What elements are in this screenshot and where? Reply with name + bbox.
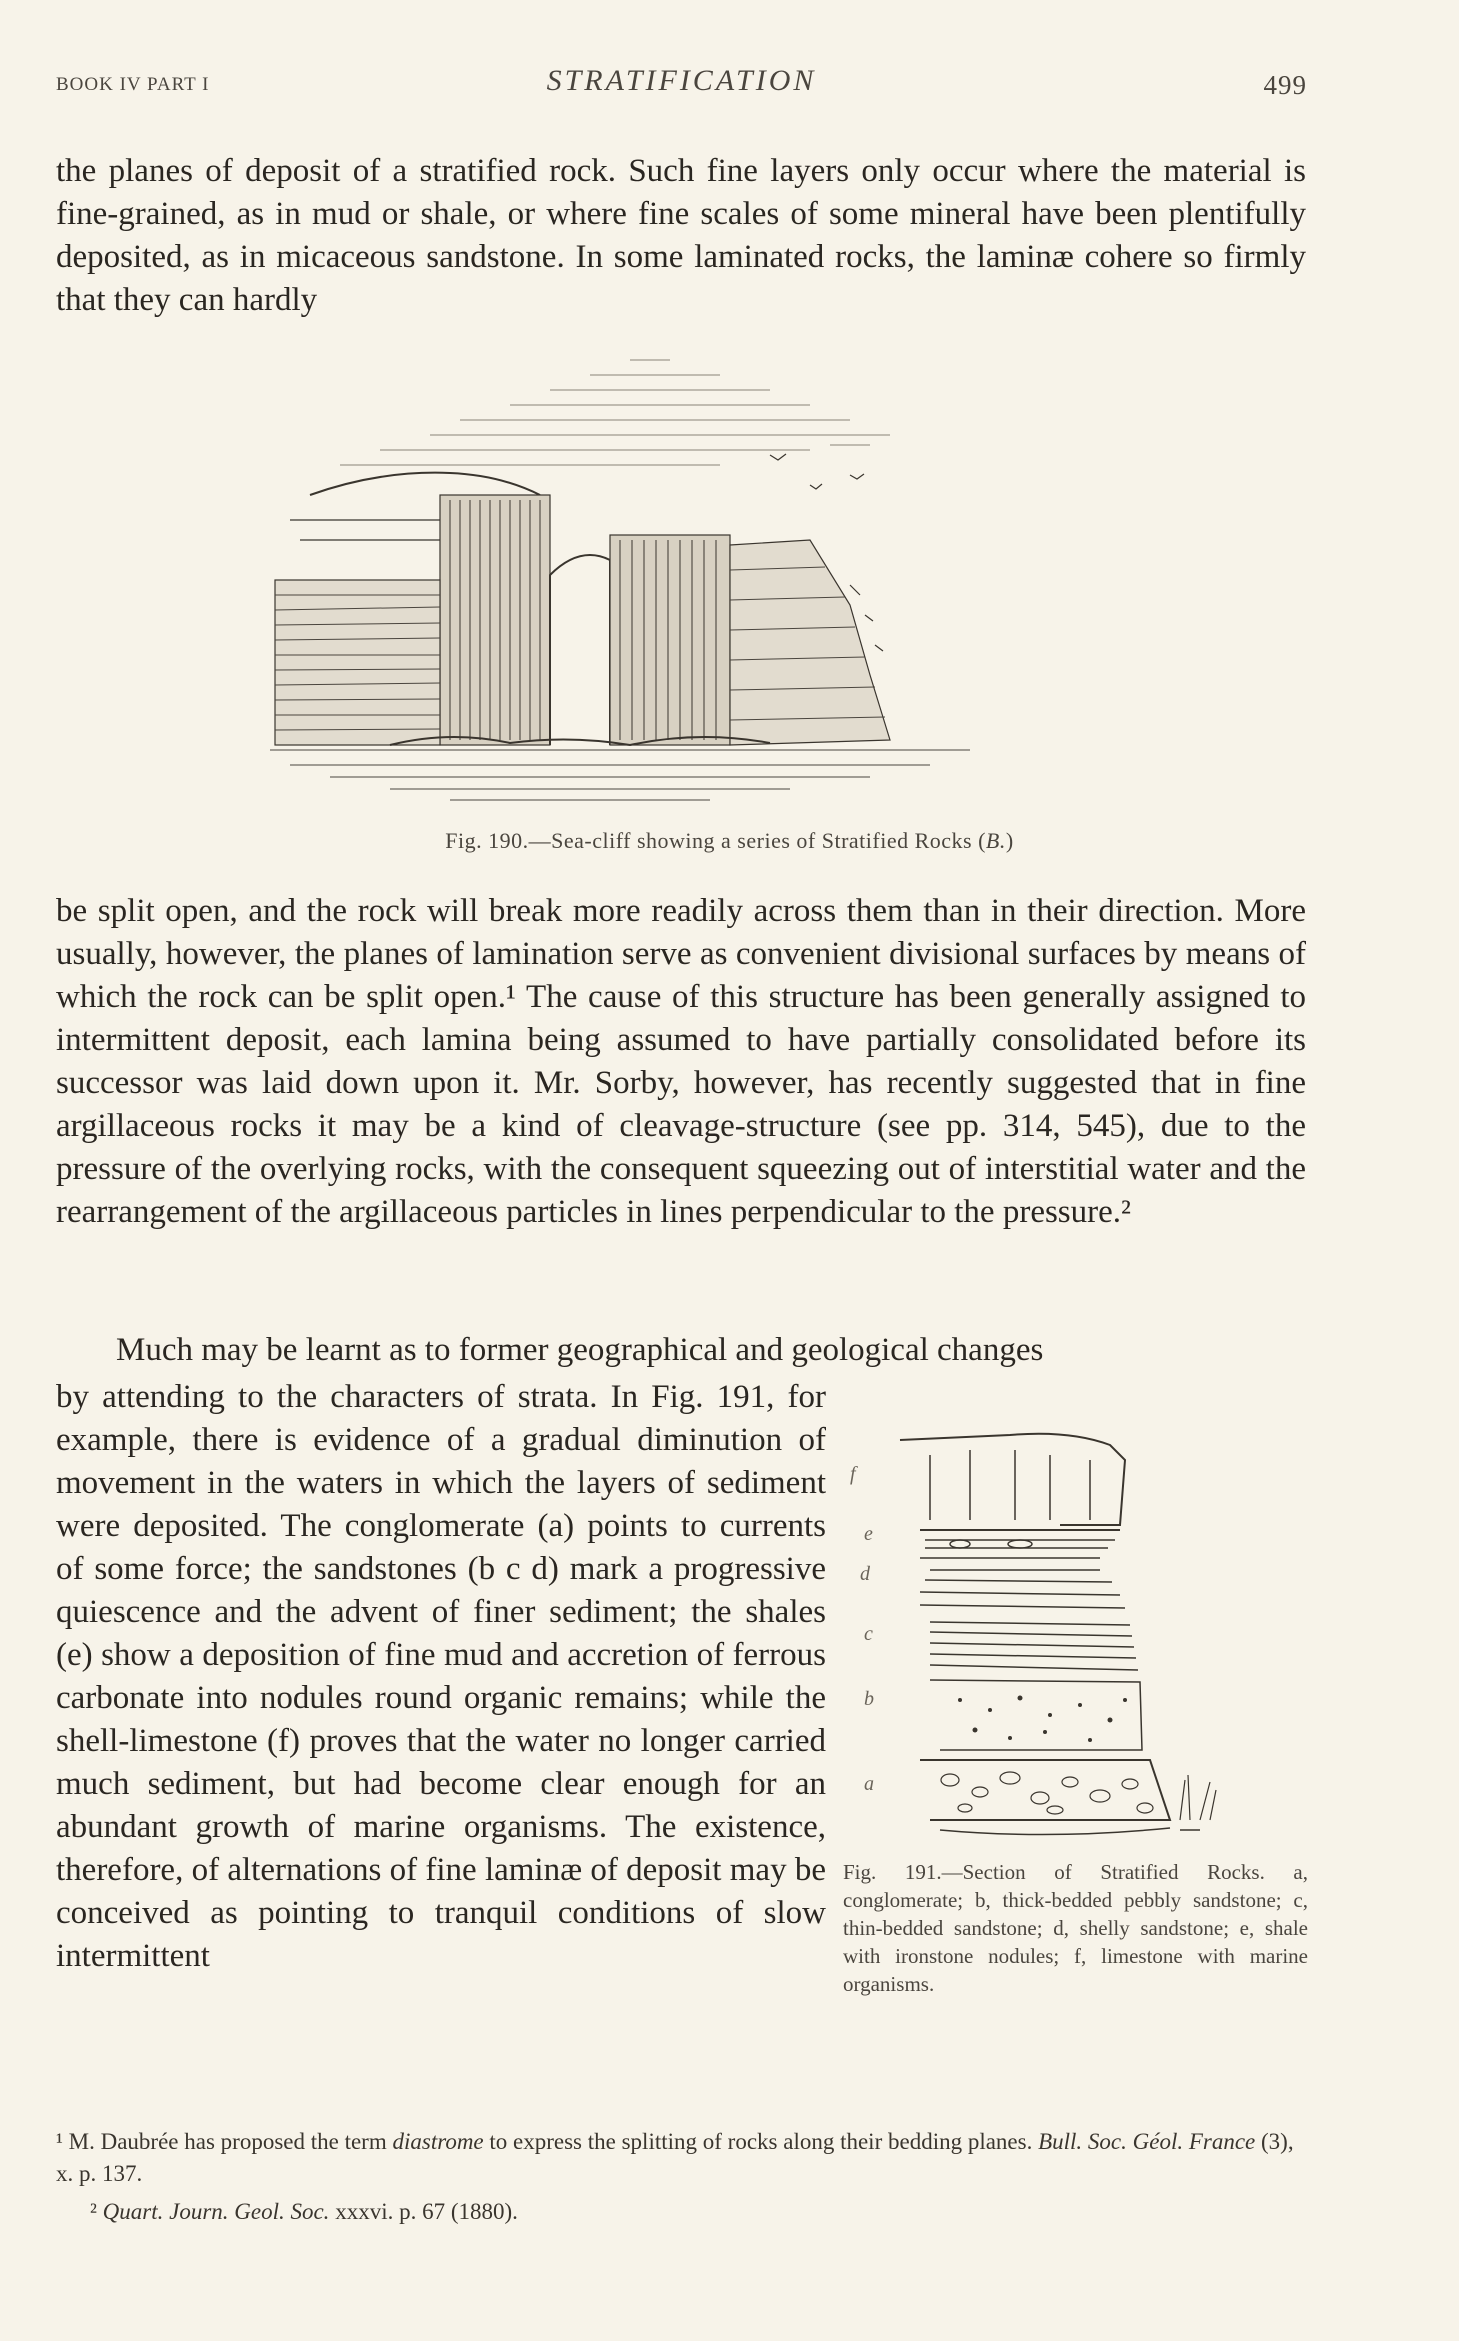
- label-d: d: [860, 1563, 870, 1585]
- footnote-1-text-b: to express the splitting of rocks along their bedding planes.: [483, 2129, 1039, 2154]
- figure-190-caption: [0, 828, 1459, 854]
- footnote-1: [56, 2126, 1306, 2190]
- footnote-1-mark: ¹: [56, 2129, 63, 2154]
- footnote-2-mark: ²: [90, 2199, 97, 2224]
- figure-191-caption: Fig. 191.—Section of Stratified Rocks. a, conglomerate; b, thick-bedded pebbly sandstone; c, thin-bedded sandstone; d, shelly sandstone; e, shale with ironstone nodules; f, limestone with marine organisms.: [843, 1860, 1308, 1996]
- footnote-1-term: diastrome: [392, 2129, 484, 2154]
- footnote-1-journal: Bull. Soc. Géol. France: [1038, 2129, 1256, 2154]
- label-e: e: [864, 1523, 873, 1545]
- label-b: b: [864, 1688, 874, 1710]
- paragraph-1: the planes of deposit of a stratified rock. Such fine layers only occur where the material is fine-grained, as in mud or shale, or where fine scales of some mineral have been plentifully deposited, as in micaceous sandstone. In some laminated rocks, the laminæ cohere so firmly that they can hardly: [56, 153, 1306, 318]
- header-book-part: BOOK IV PART I: [56, 74, 210, 95]
- sea-cliff-figure: [250, 345, 1090, 815]
- paragraph-2: be split open, and the rock will break more readily across them than in their direction. More usually, however, the planes of lamination serve as convenient divisional surfaces by means of which the rock can be split open.¹ The cause of this structure has been generally assigned to intermittent deposit, each lamina being assumed to have partially consolidated before its successor was laid down upon it. Mr. Sorby, however, has recently suggested that in fine argillaceous rocks it may be a kind of cleavage-structure (see pp. 314, 545), due to the pressure of the overlying rocks, with the consequent squeezing out of interstitial water and the rearrangement of the argillaceous particles in lines perpendicular to the pressure.²: [56, 893, 1306, 1230]
- label-c: c: [864, 1623, 873, 1645]
- footnote-1-ref: (3), x. p. 137.: [56, 2129, 1294, 2186]
- label-a: a: [864, 1773, 874, 1795]
- page-number: 499: [1263, 70, 1307, 100]
- footnote-2-journal: Quart. Journ. Geol. Soc.: [102, 2199, 330, 2224]
- header-title: STRATIFICATION: [546, 64, 817, 97]
- stratified-section-figure: [850, 1400, 1320, 1870]
- figure-190-caption-suffix: ): [1005, 828, 1014, 853]
- footnote-1-text-a: M. Daubrée has proposed the term: [62, 2129, 393, 2154]
- running-header: [56, 62, 1307, 102]
- footnote-2-ref: xxxvi. p. 67 (1880).: [329, 2199, 518, 2224]
- footnote-2: [90, 2196, 1340, 2228]
- figure-190-caption-italic: B.: [985, 828, 1006, 853]
- figure-190-caption-prefix: Fig. 190.—Sea-cliff showing a series of Stratified Rocks (: [445, 828, 986, 853]
- paragraph-3-first-line: Much may be learnt as to former geographical and geological changes: [116, 1332, 1044, 1368]
- label-f: f: [850, 1463, 856, 1485]
- paragraph-3-narrow: by attending to the characters of strata. In Fig. 191, for example, there is evidence of a gradual diminution of movement in the waters in which the layers of sediment were deposited. The conglomerate (a) points to currents of some force; the sandstones (b c d) mark a progressive quiescence and the advent of finer sediment; the shales (e) show a deposition of fine mud and accretion of ferrous carbonate into nodules round organic remains; while the shell-limestone (f) proves that the water no longer carried much sediment, but had become clear enough for an abundant growth of marine organisms. The existence, therefore, of alternations of fine laminæ of deposit may be conceived as pointing to tranquil conditions of slow intermittent: [56, 1379, 826, 1974]
